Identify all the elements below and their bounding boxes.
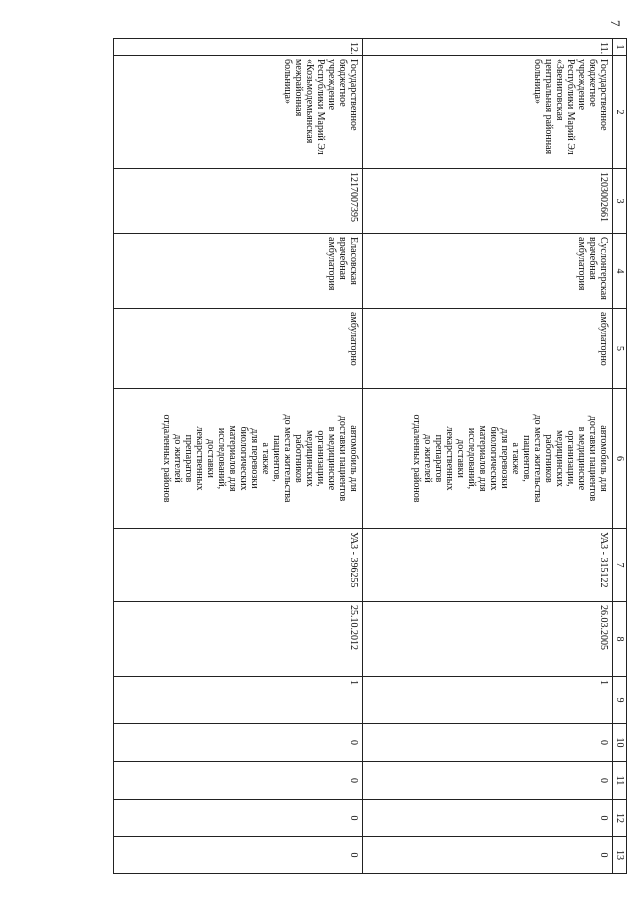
- col-header: 5: [613, 309, 627, 389]
- organization-line: Государственное: [348, 59, 360, 131]
- col-header: 12: [613, 800, 627, 837]
- organization-line: бюджетное: [587, 59, 598, 107]
- purpose-line: препаратов: [433, 434, 444, 483]
- unit-line: амбулатория: [326, 237, 338, 291]
- purpose-line: для перевозки: [499, 428, 510, 489]
- table-row: [114, 39, 364, 874]
- header-row: [613, 39, 627, 874]
- unit-line: врачебная: [587, 237, 598, 280]
- purpose-line: до жителей: [422, 434, 433, 483]
- value-cell: 0: [363, 724, 613, 762]
- inn-cell: 1203002661: [363, 169, 613, 234]
- value-cell: 0: [114, 800, 364, 837]
- row-number: 12.: [114, 39, 364, 56]
- unit-line: Суслонгерская: [598, 237, 609, 300]
- purpose-line: лекарственных: [444, 426, 455, 491]
- organization-line: Республики Марий Эл: [565, 59, 576, 155]
- organization-line: бюджетное: [337, 59, 349, 107]
- value-cell: 0: [114, 837, 364, 874]
- purpose-line: материалов для: [227, 425, 239, 492]
- unit-line: врачебная: [337, 237, 349, 280]
- purpose-line: исследований,: [466, 427, 477, 490]
- vehicles-table: [113, 38, 627, 874]
- col-header: 11: [613, 762, 627, 800]
- purpose-line: биологических: [488, 426, 499, 491]
- purpose-line: биологических: [238, 426, 250, 491]
- value-cell: 0: [363, 800, 613, 837]
- col-header: 1: [613, 39, 627, 56]
- purpose-line: доставки: [205, 439, 217, 478]
- vehicle-model-cell: УАЗ - 315122: [363, 529, 613, 602]
- col-header: 10: [613, 724, 627, 762]
- organization-line: учреждение: [576, 59, 587, 111]
- purpose-line: в медицинские: [326, 426, 338, 491]
- mode-cell: амбулаторно: [363, 309, 613, 389]
- purpose-line: автомобиль для: [598, 425, 609, 492]
- purpose-cell: [363, 389, 613, 529]
- purpose-line: отдаленных районов: [161, 414, 173, 503]
- purpose-line: медицинских: [304, 430, 316, 487]
- table-row: [363, 39, 613, 874]
- date-cell: 25.10.2012: [114, 602, 364, 677]
- purpose-line: доставки пациентов: [587, 415, 598, 502]
- organization-line: «Козьмодемьянская: [304, 59, 316, 144]
- value-cell: 0: [363, 762, 613, 800]
- purpose-cell: [114, 389, 364, 529]
- date-cell: 26.03.2005: [363, 602, 613, 677]
- purpose-line: до места жительства: [532, 414, 543, 503]
- purpose-line: а также: [260, 442, 272, 475]
- organization-cell: [114, 56, 364, 169]
- purpose-line: автомобиль для: [348, 425, 360, 492]
- purpose-line: пациентов,: [521, 435, 532, 482]
- purpose-line: материалов для: [477, 425, 488, 492]
- purpose-line: доставки пациентов: [337, 415, 349, 502]
- organization-line: межрайонная: [293, 59, 305, 117]
- purpose-line: исследований,: [216, 427, 228, 490]
- purpose-line: до места жительства: [282, 414, 294, 503]
- purpose-line: доставки: [455, 439, 466, 478]
- purpose-line: до жителей: [172, 434, 184, 483]
- purpose-line: медицинских: [554, 430, 565, 487]
- page-number: 7: [608, 20, 623, 27]
- col-header: 4: [613, 234, 627, 309]
- unit-cell: [114, 234, 364, 309]
- col-header: 6: [613, 389, 627, 529]
- organization-line: Государственное: [598, 59, 609, 131]
- purpose-line: препаратов: [183, 434, 195, 483]
- count-cell: 1: [363, 677, 613, 724]
- purpose-line: отдаленных районов: [411, 414, 422, 503]
- unit-cell: [363, 234, 613, 309]
- count-cell: 1: [114, 677, 364, 724]
- vehicle-model-cell: УАЗ - 396255: [114, 529, 364, 602]
- purpose-line: а также: [510, 442, 521, 475]
- purpose-line: организации,: [315, 430, 327, 487]
- row-number: 11.: [363, 39, 613, 56]
- value-cell: 0: [363, 837, 613, 874]
- organization-line: больница»: [532, 59, 543, 104]
- purpose-line: лекарственных: [194, 426, 206, 491]
- purpose-line: пациентов,: [271, 435, 283, 482]
- value-cell: 0: [114, 724, 364, 762]
- col-header: 9: [613, 677, 627, 724]
- col-header: 7: [613, 529, 627, 602]
- organization-line: больница»: [282, 59, 294, 104]
- col-header: 3: [613, 169, 627, 234]
- purpose-line: в медицинские: [576, 426, 587, 491]
- inn-cell: 1217007395: [114, 169, 364, 234]
- organization-line: центральная районная: [543, 59, 554, 155]
- organization-cell: [363, 56, 613, 169]
- col-header: 8: [613, 602, 627, 677]
- rotated-table-container: [113, 38, 627, 873]
- value-cell: 0: [114, 762, 364, 800]
- col-header: 13: [613, 837, 627, 874]
- organization-line: «Звениговская: [554, 59, 565, 121]
- col-header: 2: [613, 56, 627, 169]
- purpose-line: работников: [293, 434, 305, 483]
- purpose-line: организации,: [565, 430, 576, 487]
- purpose-line: для перевозки: [249, 428, 261, 489]
- purpose-line: работников: [543, 434, 554, 483]
- unit-line: Еласовская: [348, 237, 360, 285]
- organization-line: учреждение: [326, 59, 338, 111]
- unit-line: амбулатория: [576, 237, 587, 291]
- mode-cell: амбулаторно: [114, 309, 364, 389]
- organization-line: Республики Марий Эл: [315, 59, 327, 155]
